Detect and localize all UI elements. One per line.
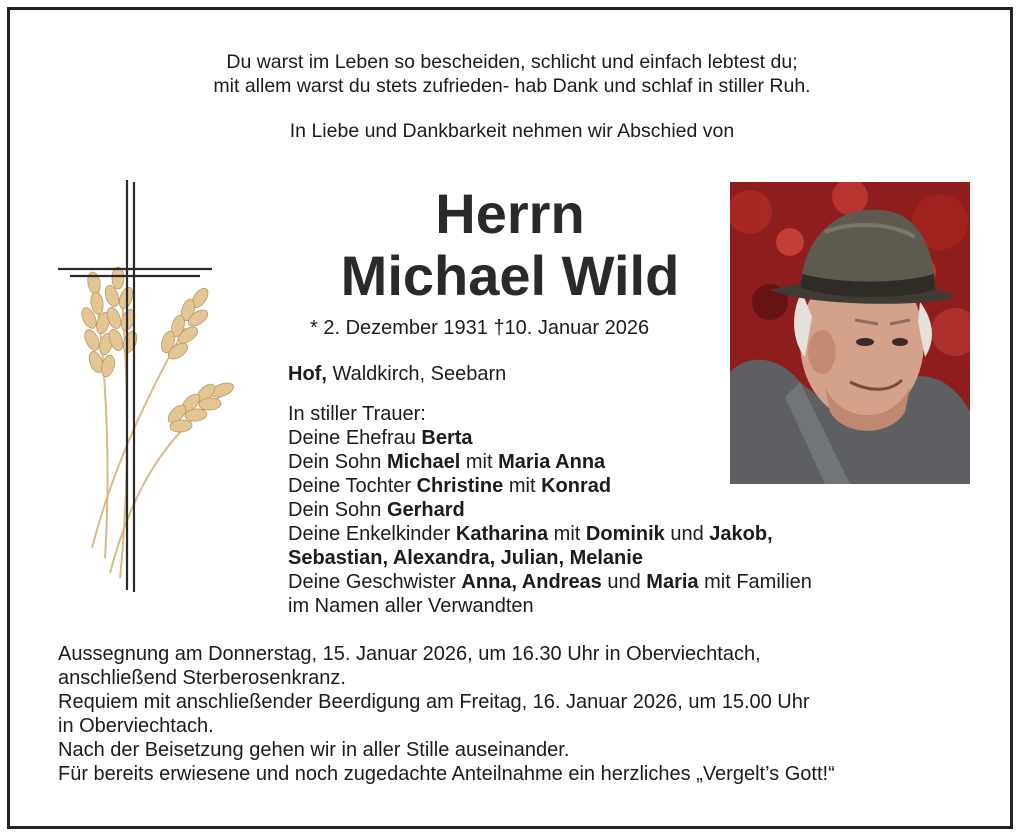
- label: mit: [503, 475, 542, 497]
- mourner-name: Gerhard: [386, 499, 465, 521]
- mourner-name: Berta: [421, 427, 473, 449]
- mourner-name: Konrad: [541, 475, 612, 497]
- intro-text: In Liebe und Dankbarkeit nehmen wir Abschied von: [289, 120, 735, 142]
- label: Deine Geschwister: [288, 571, 462, 593]
- mourner-name: Michael: [386, 451, 461, 473]
- label: Deine Enkelkinder: [288, 523, 456, 545]
- label: und: [664, 523, 710, 545]
- service-line-3: Requiem mit anschließender Beerdigung am Freitag, 16. Januar 2026, um 15.00 Uhr: [58, 691, 810, 713]
- life-dates: * 2. Dezember 1931 †10. Januar 2026: [310, 317, 650, 339]
- deceased-name: Michael Wild: [340, 244, 680, 307]
- mourners-list: [288, 402, 812, 618]
- mourner-line-relatives: im Namen aller Verwandten: [288, 595, 534, 617]
- label: mit: [548, 523, 586, 545]
- poem: [0, 50, 1024, 98]
- poem-line-2: mit allem warst du stets zufrieden- hab Dank und schlaf in stiller Ruh.: [213, 75, 811, 97]
- service-line-1: Aussegnung am Donnerstag, 15. Januar 2026, um 16.30 Uhr in Oberviechtach,: [58, 643, 761, 665]
- salutation: Herrn: [435, 182, 585, 245]
- mourner-line-son2: [288, 498, 812, 522]
- mourner-line-grandchildren: [288, 522, 812, 546]
- label: Deine Tochter: [288, 475, 417, 497]
- service-line-2: anschließend Sterberosenkranz.: [58, 667, 346, 689]
- deceased-name-block: [300, 183, 720, 307]
- label: Dein Sohn: [288, 499, 387, 521]
- label: Deine Ehefrau: [288, 427, 422, 449]
- mourner-name: Christine: [416, 475, 504, 497]
- place-main: Hof,: [288, 363, 327, 385]
- mourner-name: Sebastian, Alexandra, Julian, Melanie: [288, 547, 643, 569]
- place-rest: Waldkirch, Seebarn: [326, 363, 507, 385]
- service-line-4: in Oberviechtach.: [58, 715, 214, 737]
- mourner-line-grandchildren-2: [288, 546, 812, 570]
- mourner-name: Katharina: [455, 523, 549, 545]
- label: Dein Sohn: [288, 451, 387, 473]
- label: mit: [460, 451, 499, 473]
- mourner-name: Maria: [646, 571, 699, 593]
- mourner-line-wife: [288, 426, 812, 450]
- mourner-line-son1: [288, 450, 812, 474]
- service-info: [58, 642, 835, 786]
- service-line-5: Nach der Beisetzung gehen wir in aller Stille auseinander.: [58, 739, 570, 761]
- cross-with-wheat-icon: [50, 178, 250, 598]
- label: und: [601, 571, 647, 593]
- mourner-name: Anna, Andreas: [461, 571, 602, 593]
- mourner-name: Jakob,: [709, 523, 773, 545]
- mourner-name: Dominik: [585, 523, 665, 545]
- mourner-line-daughter: [288, 474, 812, 498]
- service-line-6: Für bereits erwiesene und noch zugedachte Anteilnahme ein herzliches „Vergelt’s Gott!“: [58, 763, 835, 785]
- mourners-title: In stiller Trauer:: [288, 403, 426, 425]
- mourner-name: Maria Anna: [498, 451, 606, 473]
- places: [288, 362, 506, 386]
- poem-line-1: Du warst im Leben so bescheiden, schlicht und einfach lebtest du;: [226, 51, 798, 73]
- cross-icon: [58, 180, 212, 592]
- label: mit Familien: [698, 571, 812, 593]
- mourner-line-siblings: [288, 570, 812, 594]
